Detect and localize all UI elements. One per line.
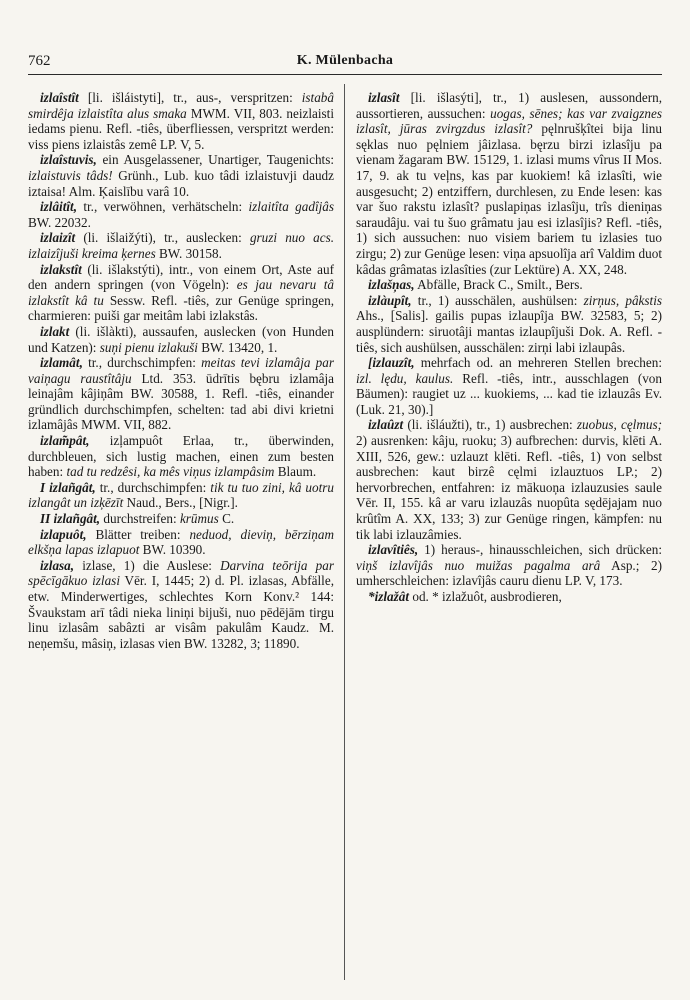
dictionary-entry	[28, 230, 334, 261]
entry-definition: izlase, 1) die Auslese:	[74, 557, 221, 573]
entry-continuation: Naud., Bers., [Nigr.].	[123, 495, 238, 511]
entry-definition: (li. išlakstýti), intr., von einem Ort, Aste auf den andern springen (von Vögeln):	[28, 261, 334, 293]
entry-example: neduod, dieviņ, bērziņam elkšņa lapas izlapuot	[28, 526, 334, 558]
entry-headword: izlavîtiês,	[368, 542, 419, 558]
entry-definition: (li. išlaižýti), tr., auslecken:	[75, 230, 250, 246]
running-head: K. Mülenbacha	[296, 53, 394, 68]
entry-continuation: BW. 10390.	[139, 542, 206, 558]
entry-example: tik tu tuo zini, kâ uotru izlangât un izķēzīt	[28, 479, 335, 511]
entry-definition: Blätter treiben:	[86, 526, 190, 542]
entry-definition: [li. išlasýti], tr., 1) auslesen, aussondern, aussortieren, aussuchen:	[356, 90, 662, 121]
entry-headword: izlapuôt,	[40, 526, 87, 542]
entry-headword: izlam̃pât,	[40, 433, 90, 449]
dictionary-entry	[356, 293, 662, 355]
entry-continuation: BW. 22032.	[28, 214, 91, 230]
entry-continuation: Ltd. 353. ūdrītis bębru izlamâja leinajâm kâjiņâm BW. 30588, 1. Refl. -tiês, einander gründlich durchschimpfen, schelten: tad abi divi krietni izlamâjâs MWM. VII, 882.	[28, 370, 334, 433]
entry-headword: izlaûzt	[368, 417, 404, 433]
entry-headword: izlâitît,	[40, 199, 78, 215]
entry-continuation: MWM. VII, 803. neizlaisti iedams pienu. Refl. -tiês, überfliessen, verspritzt werden: viss piens izlaistâs zemê LP. V, 5.	[28, 105, 334, 152]
columns	[28, 90, 662, 980]
entry-definition: izļampuôt Erlaa, tr., überwinden, durchbleuen, sich lustig machen, einen zum besten haben:	[28, 433, 334, 480]
dictionary-entry	[28, 527, 334, 558]
dictionary-entry	[28, 433, 334, 480]
entry-continuation: BW. 30158.	[155, 245, 222, 261]
entry-definition: tr., verwöhnen, verhätscheln:	[77, 199, 249, 215]
dictionary-entry	[28, 558, 334, 652]
entry-definition: ein Ausgelassener, Unartiger, Taugenichts:	[96, 152, 334, 168]
entry-definition: 1) heraus-, hinausschleichen, sich drücken:	[418, 542, 662, 558]
entry-example: viņš izlavîjâs nuo muižas pagalma arâ	[356, 557, 601, 573]
entry-example: zuobus, cęlmus;	[576, 417, 662, 433]
entry-example: suņi pienu izlakuši	[99, 339, 198, 355]
entry-continuation: Blaum.	[274, 464, 317, 480]
right-column	[356, 90, 662, 980]
dictionary-entry	[356, 355, 662, 417]
entry-continuation: C.	[218, 511, 235, 527]
entry-definition: (li. išláužti), tr., 1) ausbrechen:	[403, 417, 577, 433]
entry-definition: (li. išlàkti), aussaufen, auslecken (von Hunden und Katzen):	[28, 323, 334, 355]
dictionary-entry	[28, 152, 334, 199]
entry-definition: Abfälle, Brack C., Smilt., Bers.	[414, 277, 583, 293]
entry-headword: izlasa,	[40, 557, 75, 573]
entry-headword: II izlañgât,	[40, 511, 101, 527]
entry-headword: izlaîstît	[40, 90, 79, 105]
entry-example: tad tu redzêsi, ka mês viņus izlampâsim	[66, 464, 275, 480]
dictionary-entry	[356, 90, 662, 277]
dictionary-entry	[28, 355, 334, 433]
entry-headword: izlašņas,	[368, 277, 415, 293]
entry-continuation: Asp.; 2) umherschleichen: izlavîjâs cauru dienu LP. V, 173.	[356, 557, 662, 589]
entry-example: es jau nevaru tâ izlakstît kâ tu	[28, 277, 334, 308]
entry-example: Darvina teōrija par spēcīgākuo izlasi	[28, 557, 334, 589]
entry-definition: mehrfach od. an mehreren Stellen brechen:	[414, 355, 662, 371]
entry-definition: durchstreifen:	[100, 511, 180, 527]
entry-example: istabâ smirdêja izlaistîta alus smaka	[28, 90, 334, 121]
dictionary-entry	[28, 324, 334, 355]
entry-headword: izlaîstuvis,	[40, 152, 97, 168]
entry-definition: tr., 1) ausschälen, aushülsen:	[411, 292, 584, 308]
entry-continuation: Sessw. Refl. -tiês, zur Genüge springen, charmieren: puiši gar meitâm labi izlakstâs.	[28, 292, 334, 324]
dictionary-entry	[28, 90, 334, 152]
dictionary-entry	[28, 480, 334, 511]
entry-continuation: BW. 13420, 1.	[197, 339, 278, 355]
entry-definition: [li. išláistyti], tr., aus-, verspritzen:	[78, 90, 302, 105]
entry-example: izlaitîta gadîjâs	[248, 199, 334, 215]
entry-continuation: Vēr. I, 1445; 2) d. Pl. izlasas, Abfälle, etw. Minderwertiges, schlechtes Korn Konv.² 144: Švaukstam arī tâdi nieka liniņi bijuši, nuo pēdējām tirgu linu izlasâm sabâzti ar visâm pakulâm Kaudz. M. neņemšu, mâsiņ, izlasas vien BW. 13282, 3; 11890.	[28, 573, 334, 651]
page-number: 762	[28, 52, 51, 69]
entry-example: krūmus	[179, 511, 219, 527]
entry-headword: izlàupît,	[368, 292, 412, 308]
entry-continuation: 2) ausrenken: kâju, ruoku; 3) aufbrechen: durvis, klēti A. XIII, 526, gew.: uzlauzt klēti. Refl. -tiês, 1) von selbst ausbrechen: kaut birzê cęlmi izlauztuos LP.; 2) hervorbrechen, entfahren: iz mākuoņa izlauzusies saule Vēr. II, 155. kâ ar varu izlauzâs nuopûta sędējajam nuo krûtîm A. XX, 133; 3) zur Genüge ringen, kämpfen: nu tik labi izlauzâmies.	[356, 433, 662, 542]
entry-headword: izlaizît	[40, 230, 76, 246]
dictionary-entry	[356, 589, 662, 605]
entry-headword: izlamât,	[40, 355, 83, 371]
entry-definition: tr., durchschimpfen:	[82, 355, 202, 371]
dictionary-entry	[28, 511, 334, 527]
entry-definition: tr., durchschimpfen:	[95, 479, 211, 495]
entry-continuation: pęlnrušķîtei bija linu sęklas nuo pęlniem jâizlasa. bęrzu birzi izlasîju pa vienam žagaram BW. 15129, 1. izlasi mums vîrus II Mos. 17, 9. ak tu veļns, kas par kuokiem! kâ izlasîti, wie ausgesucht; 2) entziffern, durchlesen, zu Ende lesen: kas var šuo rakstu izlasît? puslapiņas izlasîju, trîs dieniņas saraudâju. vai tu šuo grâmatu jau esi izlasîjis? Refl. -tiês, 1) sich aussuchen: nuo visiem bariem tu izlasies tuo zirgu; 2) zur Genüge lesen: viņa apsuolîja arî Valdim duot kâdas grâmatas izlasîties (zur Lektüre) A. XX, 248.	[356, 121, 662, 277]
entry-continuation: Grünh., Lub. kuo tâdi izlaistuvji daudz iztaisa! Alm. Ķaislību varâ 10.	[28, 167, 334, 199]
entry-example: gruzi nuo acs. izlaizîjuši kreima ķernes	[28, 230, 334, 261]
entry-example: izlaistuvis tâds!	[28, 167, 113, 183]
dictionary-entry	[356, 542, 662, 589]
dictionary-entry	[28, 199, 334, 230]
entry-example: meitas tevi izlamâja par vaiņagu raustîtâju	[28, 355, 335, 386]
entry-definition: od. * izlažuôt, ausbrodieren,	[409, 589, 562, 604]
entry-example: zirņus, pâkstis	[583, 292, 663, 308]
entry-example: uogas, sēnes; kas var zvaigznes izlasît, jūras zvirgzdus izlasît?	[356, 105, 662, 137]
dictionary-entry	[356, 417, 662, 542]
entry-continuation: Ahs., [Salis]. gailis pupas izlaupîja BW. 32583, 5; 2) ausplündern: siruotâji mantas izlaupîjuši Dok. A. Refl. -tiês, sich aushülsen, ausschälen: zirņi labi izlaupâs.	[356, 308, 662, 355]
entry-headword: izlakt	[40, 323, 70, 339]
entry-headword: *izlažât	[368, 589, 410, 604]
entry-headword: izlasît	[368, 90, 400, 105]
dictionary-entry	[356, 277, 662, 293]
page-header	[28, 48, 662, 75]
entry-continuation: Refl. -tiês, intr., ausschlagen (von Bäumen): raugiet uz ... kuokiems, ... kad tie izlauzâs Ev. (Luk. 21, 30).]	[356, 370, 662, 417]
entry-headword: I izlañgât,	[40, 479, 96, 495]
entry-headword: [izlauzît,	[368, 355, 415, 371]
entry-example: izl. lędu, kaulus.	[356, 370, 454, 386]
entry-headword: izlakstît	[40, 261, 82, 277]
left-column	[28, 90, 334, 980]
dictionary-entry	[28, 262, 334, 324]
